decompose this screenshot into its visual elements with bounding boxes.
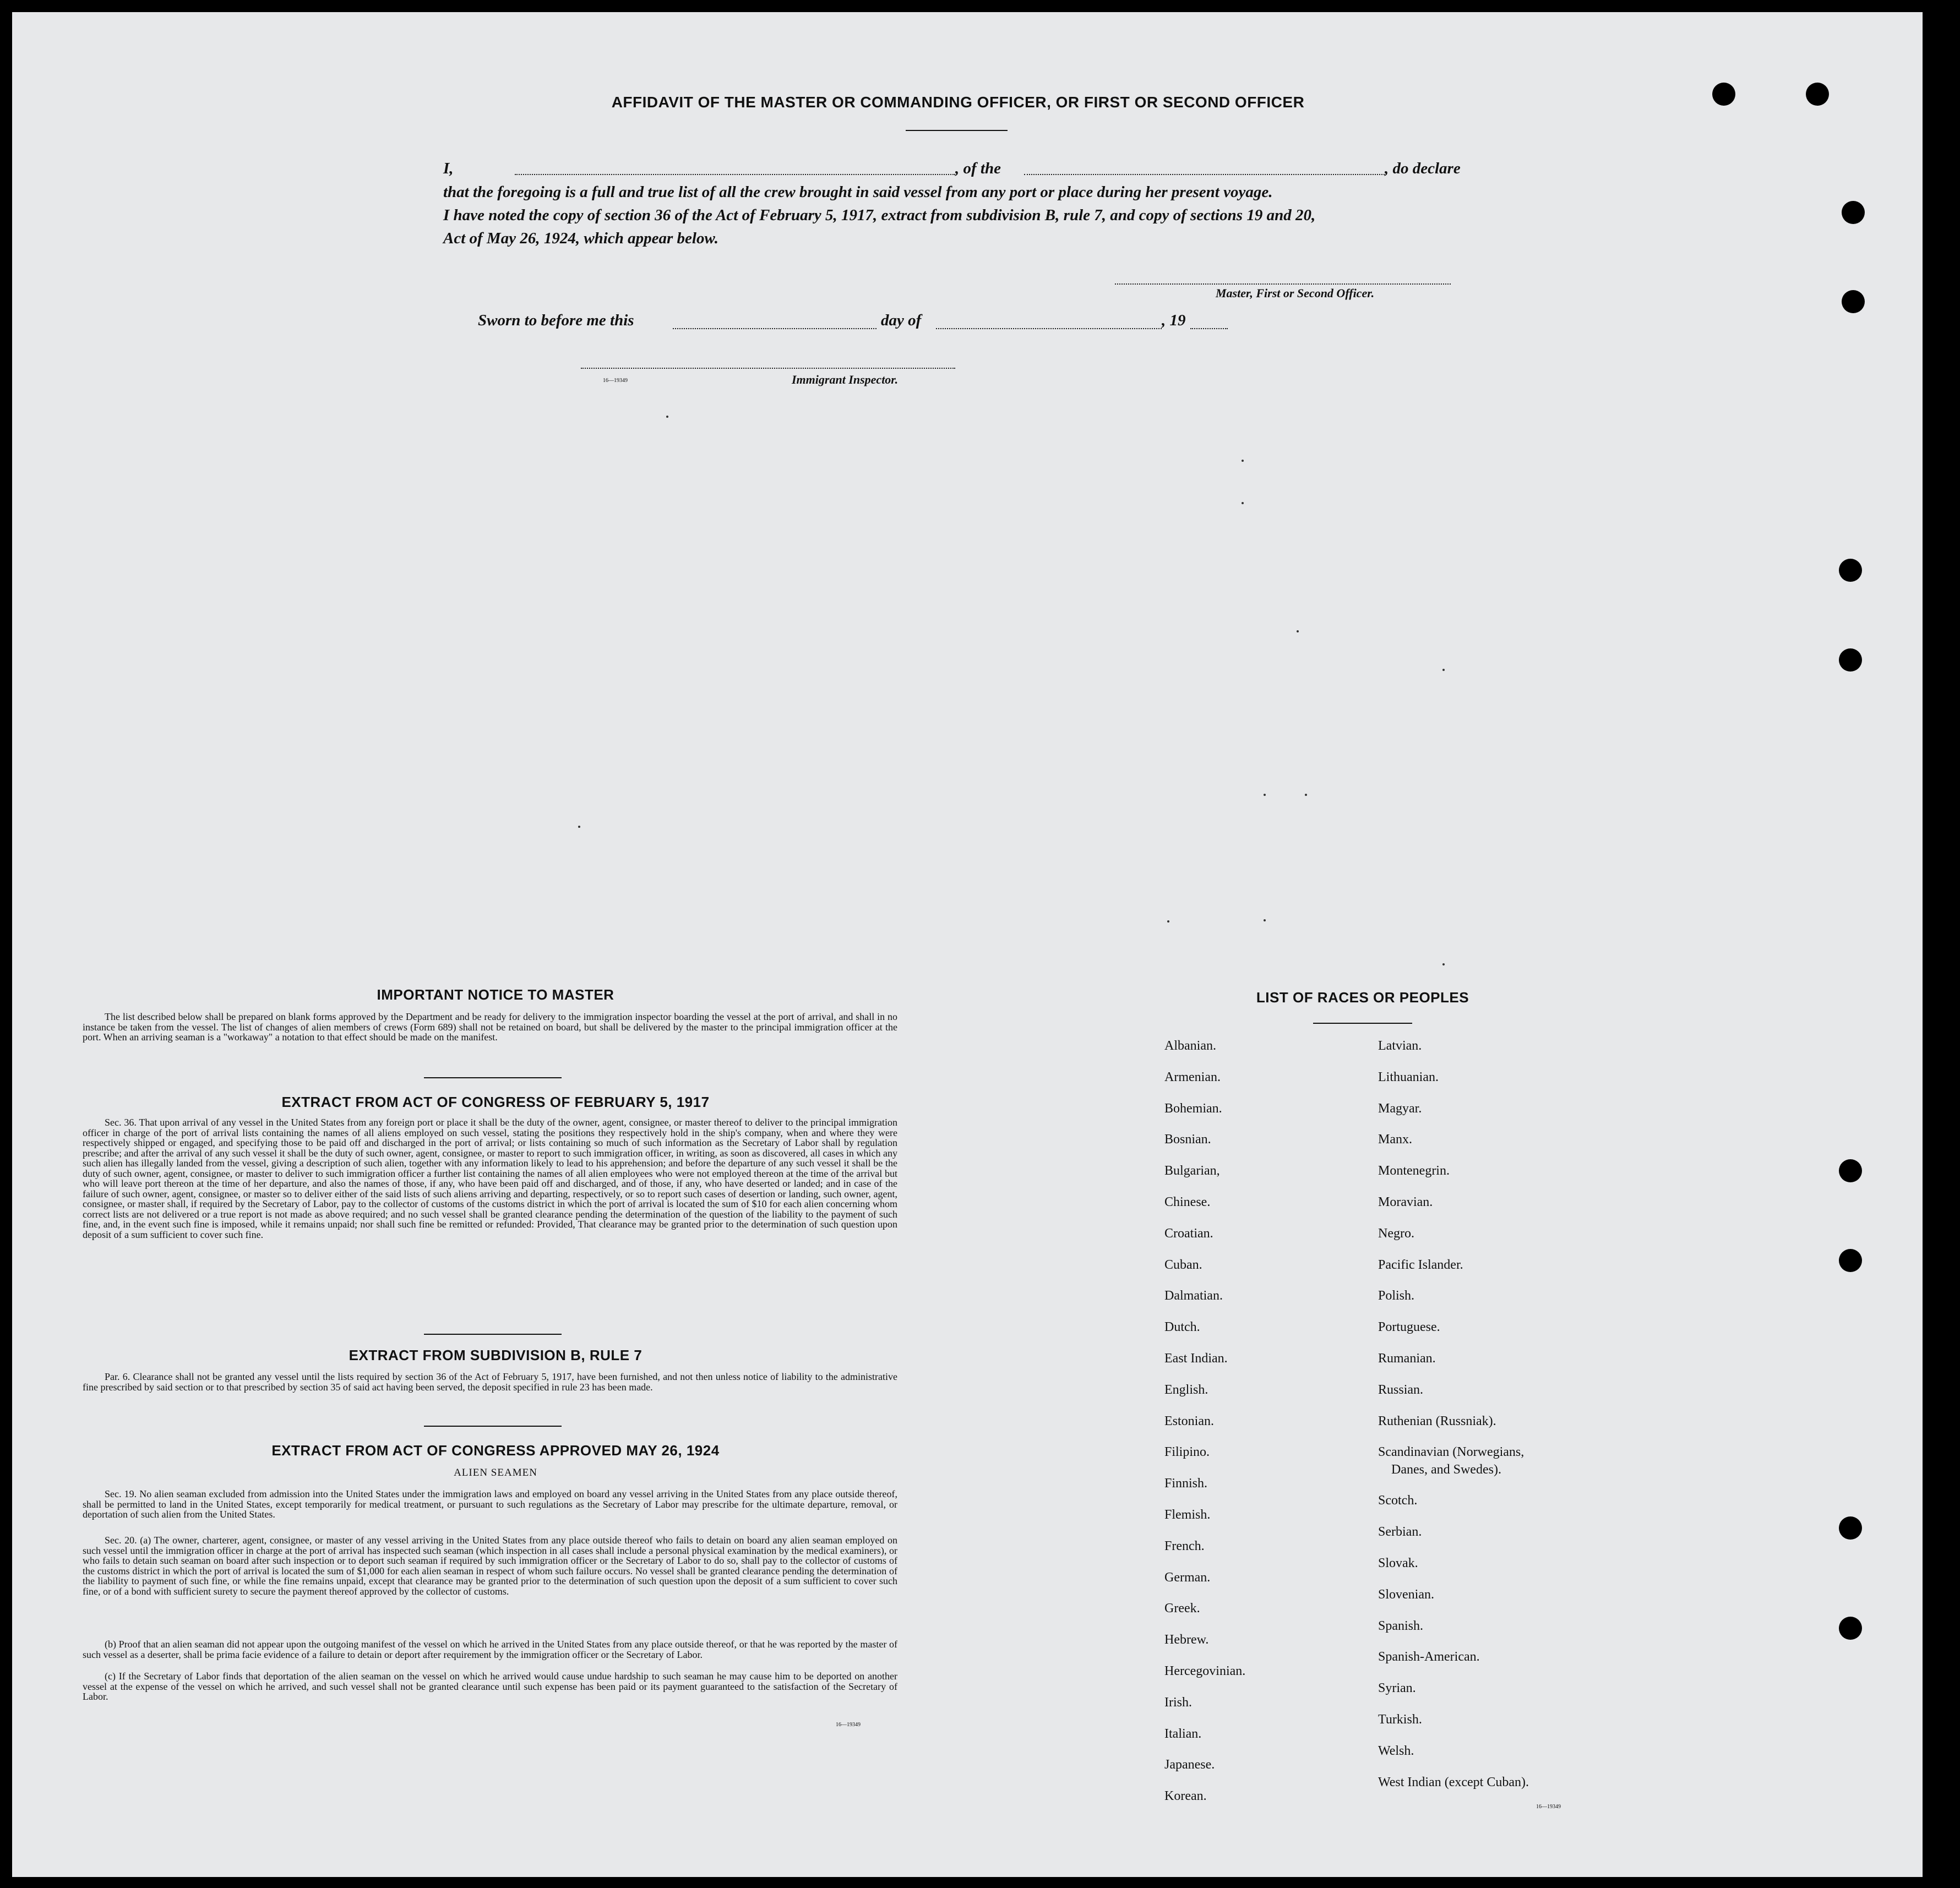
- year-prefix: , 19: [1162, 312, 1186, 329]
- race-item: Polish.: [1378, 1289, 1415, 1303]
- races-rule: [1313, 1023, 1412, 1024]
- form-number-bottom-left: 16—19349: [836, 1722, 861, 1728]
- punch-hole: [1839, 559, 1862, 582]
- race-item: Cuban.: [1164, 1257, 1202, 1272]
- paper-speck: [1242, 460, 1244, 462]
- rule7-rule: [424, 1426, 562, 1427]
- race-item: Armenian.: [1164, 1069, 1221, 1084]
- vessel-blank: [1024, 174, 1385, 175]
- section-19-text: Sec. 19. No alien seaman excluded from admission into the United States under the immigration laws and employed on board any vessel arriving in the United States from any place outside thereof, shall be permitted to land in the United States, except temporarily for medical treatment, or pursuant to such regulations as the Secretary of Labor may prescribe for the ultimate departure, removal, or deportation of such alien from the United States.: [83, 1488, 897, 1520]
- alien-seamen-subtitle: ALIEN SEAMEN: [454, 1467, 537, 1478]
- punch-hole: [1842, 290, 1865, 313]
- rule7-title: EXTRACT FROM SUBDIVISION B, RULE 7: [349, 1347, 643, 1363]
- race-item: Lithuanian.: [1378, 1069, 1439, 1084]
- race-item: Hebrew.: [1164, 1633, 1209, 1647]
- punch-hole: [1839, 1159, 1862, 1182]
- paper-speck: [1264, 919, 1266, 921]
- race-item: Danes, and Swedes).: [1391, 1463, 1501, 1477]
- of-the-text: , of the: [955, 160, 1001, 177]
- extract-1917-title: EXTRACT FROM ACT OF CONGRESS OF FEBRUARY 5, 1917: [281, 1094, 710, 1110]
- race-item: Montenegrin.: [1378, 1164, 1450, 1178]
- race-item: Bosnian.: [1164, 1132, 1211, 1147]
- signature-caption: Master, First or Second Officer.: [1216, 286, 1375, 300]
- paper-speck: [1264, 794, 1266, 796]
- section-20b-text: (b) Proof that an alien seaman did not appear upon the outgoing manifest of the vessel on which he arrived in the United States from any place outside thereof, or that he was reported by the master of such vessel as a deserter, shall be prima facie evidence of a failure to detain or deport after requirement by the immigration officer or the Secretary of Labor.: [83, 1639, 897, 1660]
- section-20c-text: (c) If the Secretary of Labor finds that deportation of the alien seaman on the vessel on which he arrived would cause undue hardship to such seaman he may cause him to be deported on another vessel at the expense of the vessel on which he arrived, and such vessel shall not be granted clearance until such expense has been paid or its payment guaranteed to the satisfaction of the Secretary of Labor.: [83, 1671, 897, 1702]
- race-item: Croatian.: [1164, 1226, 1213, 1241]
- year-blank: [1190, 328, 1228, 329]
- do-declare-text: , do declare: [1385, 160, 1461, 177]
- race-item: Filipino.: [1164, 1445, 1210, 1460]
- of-the-label: [955, 160, 1016, 178]
- sworn-day-blank: [673, 328, 876, 329]
- paper-speck: [1167, 920, 1169, 923]
- notice-title: IMPORTANT NOTICE TO MASTER: [377, 986, 614, 1003]
- race-item: Turkish.: [1378, 1712, 1422, 1727]
- race-item: French.: [1164, 1538, 1205, 1553]
- race-item: German.: [1164, 1570, 1211, 1585]
- punch-hole: [1842, 201, 1865, 224]
- extract-1917-text: Sec. 36. That upon arrival of any vessel in the United States from any foreign port or place it shall be the duty of the owner, agent, consignee, or master thereof to deliver to the principal immigration officer in charge of the port of arrival lists containing the names of all aliens employed on such vessel, stating the positions they respectively hold in the ship's company, when and where they were respectively shipped or engaged, and specifying those to be paid off and discharged in the port of arrival; or lists containing so much of such information as the Secretary of Labor shall by regulation prescribe; and after the arrival of any such vessel it shall be the duty of such owner, agent, consignee, or master to report to such immigration officer, in writing, as soon as discovered, all cases in which any such alien has illegally landed from the vessel, giving a description of such alien, together with any information likely to lead to his apprehension; and before the departure of any such vessel it shall be the duty of such owner, agent, consignee, or master to deliver to such immigration officer a further list containing the names of all alien employees who were not employed thereon at the time of the arrival but who will leave port thereon at the time of her departure, and also the names of those, if any, who have been paid off and discharged, and of those, if any, who have deserted or landed; and in case of the failure of such owner, agent, consignee, or master so to deliver either of the said lists of such aliens arriving and departing, respectively, or so to report such cases of desertion or landing, such owner, agent, consignee, or master shall, if required by the Secretary of Labor, pay to the collector of customs of the customs district in which the port of arrival is located the sum of $10 for each alien concerning whom correct lists are not delivered or a true report is not made as above required; and no such vessel shall be granted clearance pending the determination of the question of the liability to the payment of such fine, and, in the event such fine is imposed, while it remains unpaid; nor shall such fine be remitted or refunded: Provided, That clearance may be granted prior to the determination of such question upon deposit of a sum sufficient to cover such fine.: [83, 1117, 897, 1240]
- race-item: Italian.: [1164, 1726, 1202, 1741]
- race-item: Moravian.: [1378, 1194, 1433, 1209]
- month-blank: [936, 328, 1162, 329]
- race-item: Scotch.: [1378, 1493, 1418, 1508]
- race-item: West Indian (except Cuban).: [1378, 1775, 1529, 1789]
- race-item: Dalmatian.: [1164, 1289, 1223, 1303]
- race-item: Welsh.: [1378, 1743, 1414, 1758]
- do-declare-label: [1385, 160, 1495, 178]
- race-item: Slovenian.: [1378, 1587, 1434, 1602]
- punch-hole: [1839, 648, 1862, 672]
- races-title: LIST OF RACES OR PEOPLES: [1256, 989, 1469, 1006]
- race-item: Flemish.: [1164, 1507, 1211, 1522]
- paper-speck: [1442, 963, 1445, 965]
- title-rule: [906, 130, 1008, 131]
- race-item: East Indian.: [1164, 1351, 1228, 1366]
- section-20a-text: Sec. 20. (a) The owner, charterer, agent, consignee, or master of any vessel arriving in the United States from any place outside thereof who fails to detain on board any alien seaman employed on such vessel until the immigration officer in charge at the port of arrival has inspected such seaman (which inspection in all cases shall include a personal physical examination by the medical examiners), or who fails to detain such seaman on board after such inspection or to deport such seaman if required by such immigration officer or the Secretary of Labor to do so, shall pay to the collector of customs of the customs district in which the port of arrival is located the sum of $1,000 for each alien seaman in respect of whom such failure occurs. No vessel shall be granted clearance pending the determination of the liability to payment of such fine, or while the fine remains unpaid, except that clearance may be granted prior to the determination of such question upon the deposit of a sum sufficient to cover such fine, or of a bond with sufficient surety to secure the payment thereof approved by the collector of customs.: [83, 1535, 897, 1597]
- race-item: English.: [1164, 1382, 1208, 1397]
- race-item: Syrian.: [1378, 1681, 1416, 1696]
- race-item: Ruthenian (Russniak).: [1378, 1414, 1496, 1428]
- extract-1924-title: EXTRACT FROM ACT OF CONGRESS APPROVED MAY 26, 1924: [271, 1442, 720, 1459]
- race-item: Negro.: [1378, 1226, 1414, 1241]
- declaration-line-4: Act of May 26, 1924, which appear below.: [443, 230, 718, 247]
- race-item: Dutch.: [1164, 1320, 1200, 1335]
- race-item: Hercegovinian.: [1164, 1663, 1246, 1678]
- signature-blank: [1115, 283, 1451, 285]
- punch-hole: [1839, 1249, 1862, 1272]
- paper-speck: [578, 826, 580, 828]
- race-item: Spanish.: [1378, 1618, 1424, 1633]
- race-item: Korean.: [1164, 1789, 1207, 1804]
- notice-text: The list described below shall be prepared on blank forms approved by the Department and be ready for delivery to the immigration inspector boarding the vessel at the port of arrival, and shall in no instance be taken from the vessel. The list of changes of alien members of crews (Form 689) shall not be retained on board, but shall be delivered by the master to the principal immigration officer at the port. When an arriving seaman is a "workaway" a notation to that effect should be made on the manifest.: [83, 1011, 897, 1043]
- race-item: Greek.: [1164, 1601, 1200, 1616]
- race-item: Magyar.: [1378, 1101, 1422, 1116]
- punch-hole: [1712, 83, 1735, 106]
- race-item: Albanian.: [1164, 1039, 1216, 1053]
- race-item: Estonian.: [1164, 1414, 1214, 1428]
- race-item: Portuguese.: [1378, 1320, 1440, 1335]
- race-item: Finnish.: [1164, 1476, 1208, 1491]
- rule7-text: Par. 6. Clearance shall not be granted any vessel until the lists required by section 36 of the Act of February 5, 1917, have been furnished, and not then unless notice of liability to the administrative fine prescribed by said section or to that prescribed by section 35 of said act having been served, the deposit specified in rule 23 has been made.: [83, 1371, 897, 1393]
- name-blank: [515, 174, 955, 175]
- paper-speck: [1305, 794, 1307, 796]
- notice-rule: [424, 1077, 562, 1078]
- paper-speck: [1442, 669, 1445, 671]
- race-item: Rumanian.: [1378, 1351, 1436, 1366]
- race-item: Slovak.: [1378, 1556, 1418, 1570]
- i-label: I,: [443, 160, 454, 177]
- race-item: Manx.: [1378, 1132, 1412, 1147]
- punch-hole: [1806, 83, 1829, 106]
- document-sheet: [12, 12, 1923, 1877]
- day-of-label: day of: [881, 312, 922, 329]
- race-item: Pacific Islander.: [1378, 1257, 1463, 1272]
- races-left-column: [1164, 1030, 1245, 1812]
- race-item: Japanese.: [1164, 1758, 1215, 1772]
- races-right-column: [1378, 1030, 1529, 1798]
- race-item: Serbian.: [1378, 1525, 1422, 1540]
- race-item: Latvian.: [1378, 1039, 1422, 1053]
- race-item: Spanish-American.: [1378, 1650, 1480, 1665]
- race-item: Chinese.: [1164, 1194, 1211, 1209]
- punch-hole: [1839, 1617, 1862, 1640]
- paper-speck: [666, 416, 668, 418]
- race-item: Bohemian.: [1164, 1101, 1222, 1116]
- paper-speck: [1297, 630, 1299, 632]
- extract-1917-rule: [424, 1334, 562, 1335]
- race-item: Irish.: [1164, 1695, 1192, 1710]
- race-item: Scandinavian (Norwegians,: [1378, 1445, 1525, 1460]
- race-item: Russian.: [1378, 1382, 1424, 1397]
- declaration-line-3: I have noted the copy of section 36 of the Act of February 5, 1917, extract from subdivision B, rule 7, and copy of sections 19 and 20,: [443, 206, 1316, 224]
- declaration-line-2: that the foregoing is a full and true list of all the crew brought in said vessel from any port or place during her present voyage.: [443, 183, 1273, 201]
- inspector-signature-blank: [581, 368, 955, 369]
- affidavit-title: AFFIDAVIT OF THE MASTER OR COMMANDING OFFICER, OR FIRST OR SECOND OFFICER: [611, 94, 1305, 111]
- inspector-caption: Immigrant Inspector.: [792, 373, 899, 386]
- punch-hole: [1839, 1516, 1862, 1540]
- sworn-label: Sworn to before me this: [478, 312, 634, 329]
- paper-speck: [1242, 502, 1244, 504]
- race-item: Bulgarian,: [1164, 1164, 1220, 1178]
- form-number-top: 16—19349: [603, 378, 628, 384]
- form-number-bottom-right: 16—19349: [1536, 1804, 1561, 1810]
